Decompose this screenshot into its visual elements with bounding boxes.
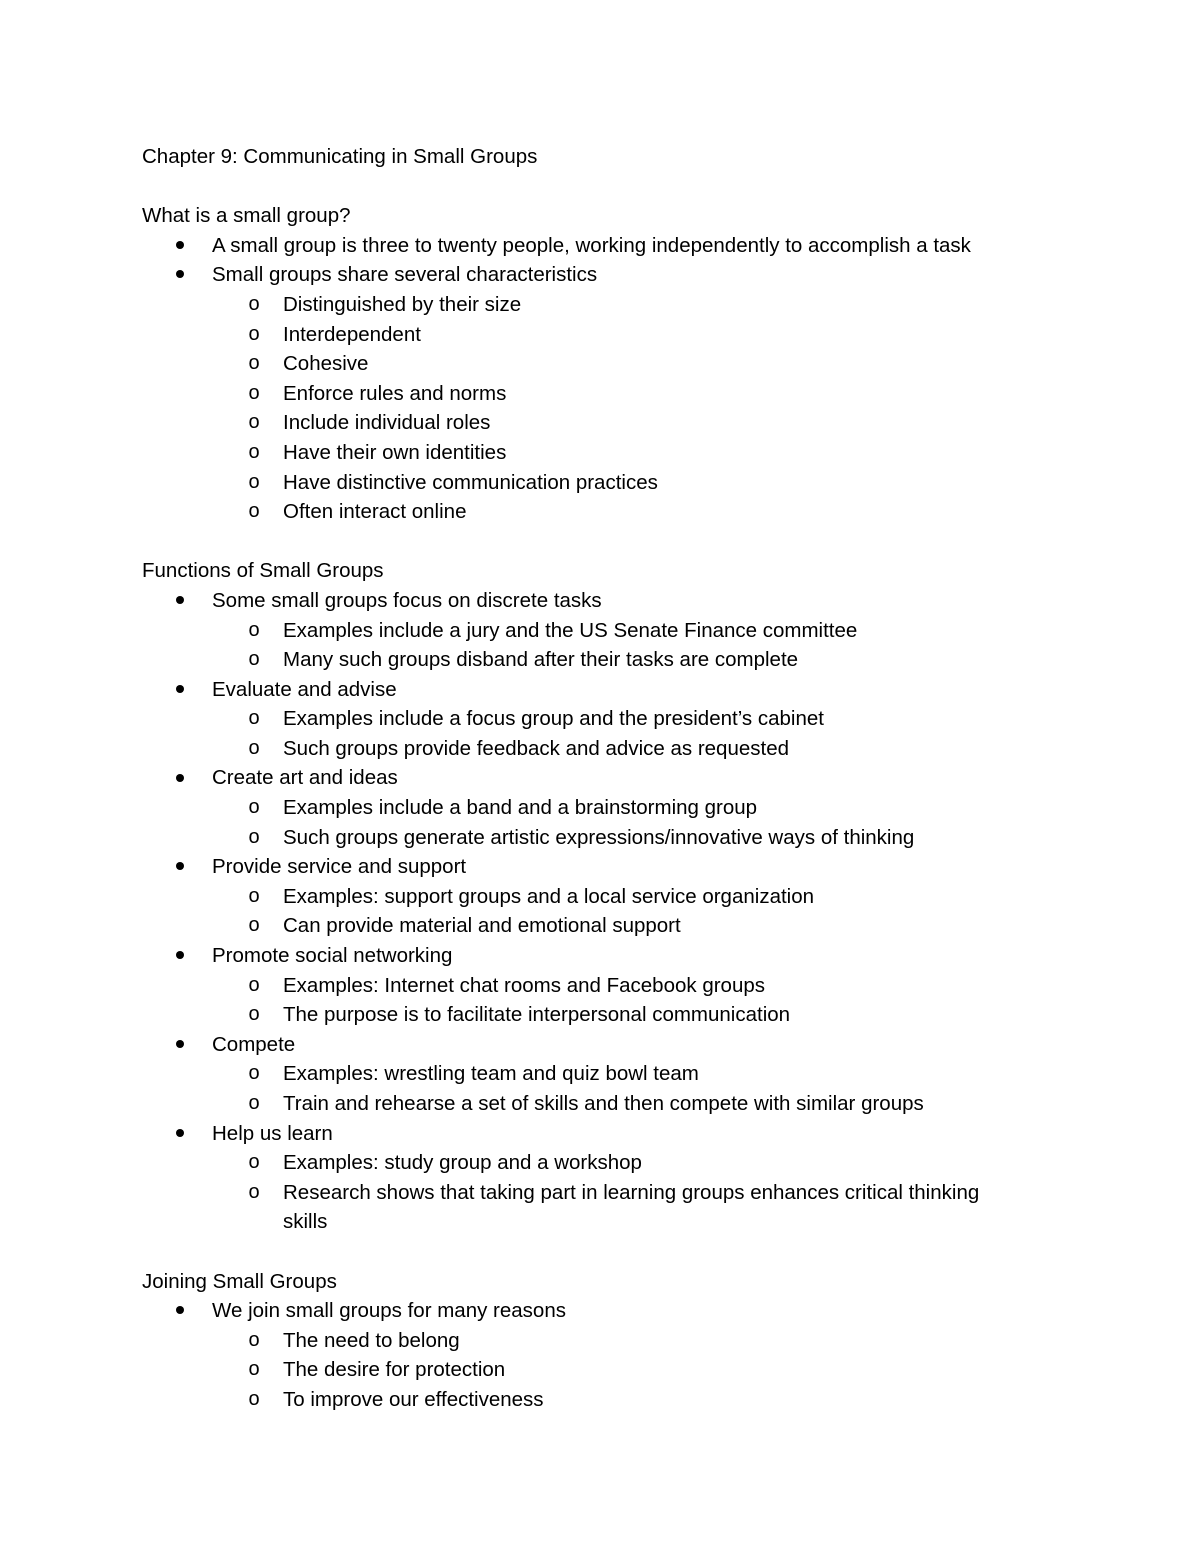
bullet-icon: [170, 1030, 190, 1060]
section-what-is-small-group: [142, 201, 1142, 527]
bullet-item: Help us learn: [142, 1119, 1142, 1149]
circle-bullet-icon: o: [248, 796, 260, 819]
bullet-icon: [170, 1119, 190, 1149]
sub-bullet-item: o Such groups provide feedback and advice as requested: [142, 734, 1142, 764]
section-functions-of-small-groups: [142, 556, 1142, 1237]
circle-bullet-icon: o: [248, 1092, 260, 1114]
circle-bullet-icon: o: [248, 411, 260, 434]
sub-bullet-item: o Distinguished by their size: [142, 290, 1142, 320]
circle-bullet-icon: o: [248, 1062, 260, 1085]
bullet-icon: [170, 763, 190, 793]
bullet-item: We join small groups for many reasons: [142, 1296, 1142, 1326]
bullet-icon: [170, 852, 190, 882]
sub-bullet-item: o Can provide material and emotional support: [142, 911, 1142, 941]
bullet-icon: [170, 260, 190, 290]
circle-bullet-icon: o: [248, 1003, 260, 1026]
sub-bullet-item: o Examples: wrestling team and quiz bowl team: [142, 1059, 1142, 1089]
sub-bullet-item: o Enforce rules and norms: [142, 379, 1142, 409]
bullet-icon: [170, 586, 190, 616]
circle-bullet-icon: o: [248, 736, 260, 759]
document-title: Chapter 9: Communicating in Small Groups: [142, 145, 538, 168]
circle-bullet-icon: o: [248, 648, 260, 671]
sub-bullet-item: o Train and rehearse a set of skills and then compete with similar groups: [142, 1089, 1142, 1119]
bullet-item: Create art and ideas: [142, 763, 1142, 793]
sub-bullet-item: o Examples include a focus group and the president’s cabinet: [142, 704, 1142, 734]
circle-bullet-icon: o: [248, 352, 260, 375]
sub-bullet-item: o Interdependent: [142, 320, 1142, 350]
sub-bullet-item: o Have distinctive communication practices: [142, 468, 1142, 498]
section-heading: What is a small group?: [142, 204, 351, 228]
sub-bullet-item: o Often interact online: [142, 497, 1142, 527]
bullet-item: Evaluate and advise: [142, 675, 1142, 705]
circle-bullet-icon: o: [248, 707, 260, 730]
sub-bullet-item: o The purpose is to facilitate interpersonal communication: [142, 1000, 1142, 1030]
circle-bullet-icon: o: [248, 1328, 260, 1351]
circle-bullet-icon: o: [248, 440, 260, 463]
circle-bullet-icon: o: [248, 618, 260, 641]
bullet-item: Some small groups focus on discrete tasks: [142, 586, 1142, 616]
section-heading: Joining Small Groups: [142, 1269, 337, 1293]
circle-bullet-icon: o: [248, 825, 260, 848]
sub-bullet-item: o Cohesive: [142, 349, 1142, 379]
bullet-icon: [170, 231, 190, 261]
sub-bullet-item: o The need to belong: [142, 1326, 1142, 1356]
section-joining-small-groups: [142, 1267, 1142, 1415]
bullet-item: Small groups share several characteristics: [142, 260, 1142, 290]
circle-bullet-icon: o: [248, 1180, 260, 1203]
circle-bullet-icon: o: [248, 914, 260, 937]
circle-bullet-icon: o: [248, 470, 260, 493]
sub-bullet-item: o Many such groups disband after their tasks are complete: [142, 645, 1142, 675]
bullet-icon: [170, 1296, 190, 1326]
bullet-item: Promote social networking: [142, 941, 1142, 971]
section-heading: Functions of Small Groups: [142, 559, 384, 583]
sub-bullet-item: o Research shows that taking part in learning groups enhances critical thinking skills: [142, 1178, 1142, 1237]
circle-bullet-icon: o: [248, 322, 260, 345]
bullet-item: A small group is three to twenty people, working independently to accomplish a task: [142, 231, 1142, 261]
circle-bullet-icon: o: [248, 500, 260, 523]
bullet-item: Provide service and support: [142, 852, 1142, 882]
circle-bullet-icon: o: [248, 1151, 260, 1174]
bullet-icon: [170, 941, 190, 971]
sub-bullet-item: o Examples include a jury and the US Senate Finance committee: [142, 616, 1142, 646]
circle-bullet-icon: o: [248, 292, 260, 315]
document-page: [142, 142, 1142, 1415]
sub-bullet-item: o Examples include a band and a brainstorming group: [142, 793, 1142, 823]
circle-bullet-icon: o: [248, 381, 260, 404]
circle-bullet-icon: o: [248, 884, 260, 907]
sub-bullet-item: o Examples: Internet chat rooms and Facebook groups: [142, 971, 1142, 1001]
circle-bullet-icon: o: [248, 1358, 260, 1381]
bullet-item: Compete: [142, 1030, 1142, 1060]
sub-bullet-item: o Such groups generate artistic expressions/innovative ways of thinking: [142, 823, 1142, 853]
sub-bullet-item: o The desire for protection: [142, 1355, 1142, 1385]
sub-bullet-item: o Include individual roles: [142, 408, 1142, 438]
sub-bullet-item: o To improve our effectiveness: [142, 1385, 1142, 1415]
circle-bullet-icon: o: [248, 973, 260, 996]
sub-bullet-item: o Have their own identities: [142, 438, 1142, 468]
bullet-icon: [170, 675, 190, 705]
circle-bullet-icon: o: [248, 1387, 260, 1410]
sub-bullet-item: o Examples: study group and a workshop: [142, 1148, 1142, 1178]
sub-bullet-item: o Examples: support groups and a local service organization: [142, 882, 1142, 912]
